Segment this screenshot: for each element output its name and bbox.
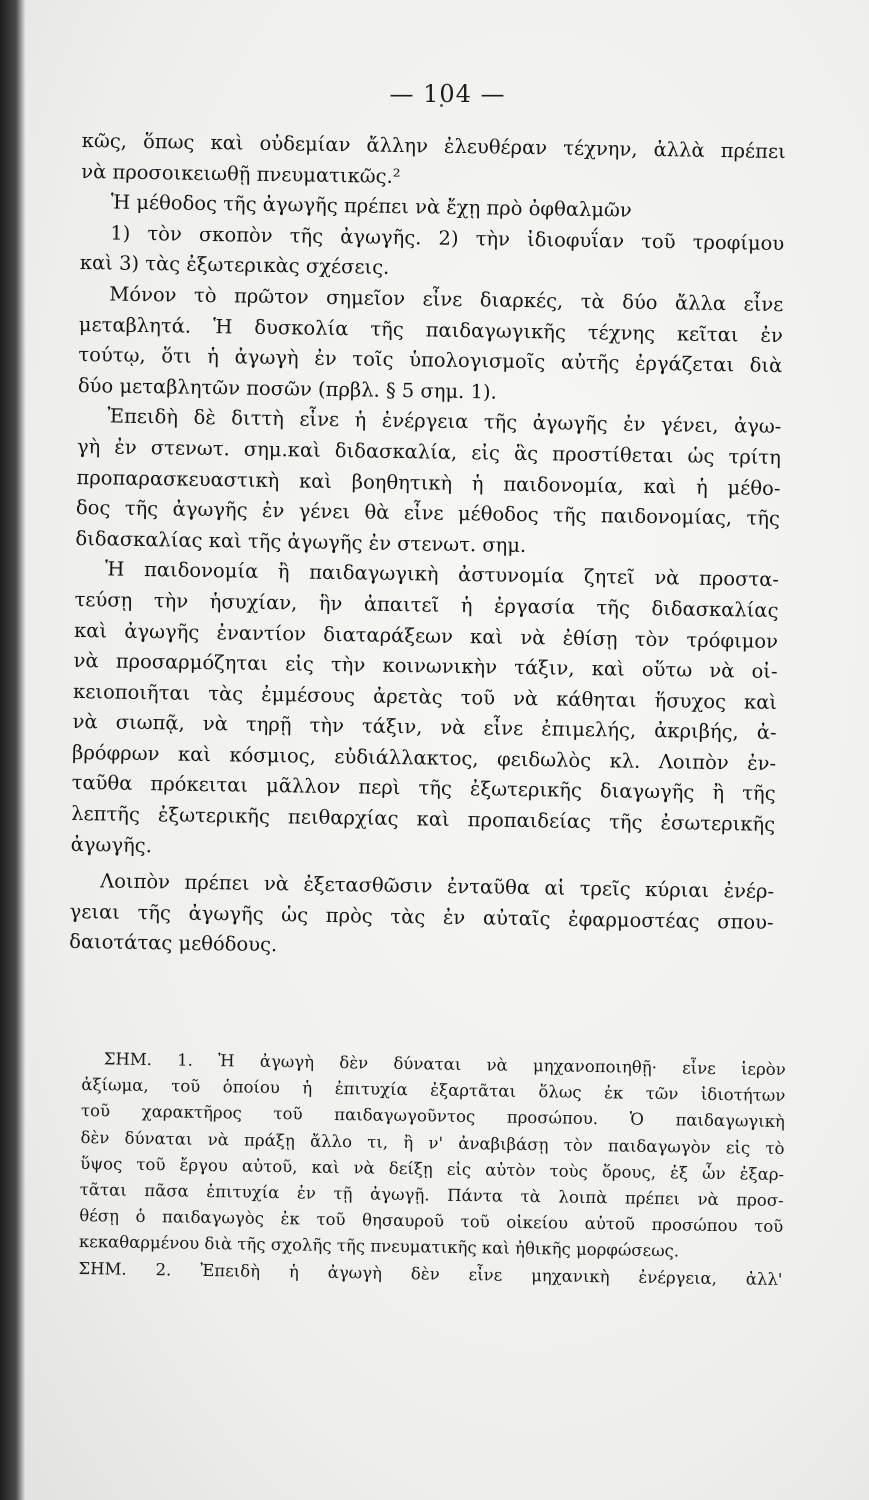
book-page — [26, 0, 869, 1500]
text-line: νὰ προσοικειωθῇ πνευματικῶς.² — [81, 159, 401, 188]
text-line: Μόνον τὸ πρῶτον σημεῖον εἶνε διαρκές, τὰ δύο ἄλλα εἶνε — [109, 282, 784, 317]
footnote-line: τοῦ χαρακτῆρος τοῦ παιδαγωγοῦντος προσώπου. Ὁ παιδαγωγικὴ — [80, 1101, 786, 1132]
text-line: νὰ προσαρμόζηται εἰς τὴν κοινωνικὴν τάξιν, καὶ οὕτω νὰ οἰ- — [73, 649, 778, 684]
text-line: τεύσῃ τὴν ἡσυχίαν, ἣν ἀπαιτεῖ ἡ ἐργασία τῆς διδασκαλίας — [74, 587, 779, 622]
text-line: ἀγωγῆς. — [70, 832, 153, 857]
text-line: Ἡ παιδονομία ἢ παιδαγωγικὴ ἀστυνομία ζητεῖ νὰ προστα- — [104, 557, 780, 592]
text-line: 1) τὸν σκοπὸν τῆς ἀγωγῆς. 2) τὴν ἰδιοφυΐαν τοῦ τροφίμου — [110, 221, 785, 255]
text-line: κῶς, ὅπως καὶ οὐδεμίαν ἄλλην ἐλευθέραν τέχνην, ἀλλὰ πρέπει — [81, 128, 786, 164]
text-line: γειαι τῆς ἀγωγῆς ὡς πρὸς τὰς ἐν αὐταῖς ἐφαρμοστέας σπου- — [69, 899, 774, 934]
text-line: καὶ ἀγωγῆς ἐναντίον διαταράξεων καὶ νὰ ἐθίσῃ τὸν τρόφιμον — [73, 618, 779, 653]
text-line: ταῦθα πρόκειται μᾶλλον περὶ τῆς ἐξωτερικῆς διαγωγῆς ἢ τῆς — [71, 771, 776, 806]
text-line: προπαρασκευαστικὴ καὶ βοηθητικὴ ἡ παιδονομία, καὶ ἡ μέθο- — [76, 465, 781, 500]
text-line: λεπτῆς ἐξωτερικῆς πειθαρχίας καὶ προπαιδείας τῆς ἐσωτερικῆς — [71, 801, 776, 837]
footnote-line: ὕψος τοῦ ἔργου αὐτοῦ, καὶ νὰ δείξῃ εἰς αὐτὸν τοὺς ὅρους, ἐξ ὧν ἐξαρ- — [80, 1153, 785, 1184]
main-text — [69, 126, 786, 969]
footnotes — [78, 1046, 786, 1293]
text-line: δύο μεταβλητῶν ποσῶν (πρβλ. § 5 σημ. 1). — [77, 373, 497, 404]
footnote-line: ΣΗΜ. 1. Ἡ ἀγωγὴ δὲν δύναται νὰ μηχανοποιηθῇ· εἶνε ἱερὸν — [103, 1049, 786, 1080]
text-line: διδασκαλίας καὶ τῆς ἀγωγῆς ἐν στενωτ. σημ. — [75, 526, 527, 557]
text-line: Ἐπειδὴ δὲ διττὴ εἶνε ἡ ἐνέργεια τῆς ἀγωγῆς ἐν γένει, ἀγω- — [107, 404, 782, 439]
footnote-line: θέσῃ ὁ παιδαγωγὸς ἐκ τοῦ θησαυροῦ τοῦ οἰκείου αὐτοῦ προσώπου τοῦ — [79, 1206, 784, 1237]
page-number: — 104 — — [389, 80, 506, 108]
text-line: κειοποιῆται τὰς ἐμμέσους ἀρετὰς τοῦ νὰ κάθηται ἥσυχος καὶ — [72, 679, 778, 714]
text-line: καὶ 3) τὰς ἐξωτερικὰς σχέσεις. — [79, 251, 390, 280]
text-line: Λοιπὸν πρέπει νὰ ἐξετασθῶσιν ἐνταῦθα αἱ τρεῖς κύριαι ἐνέρ- — [99, 869, 775, 904]
text-line: γὴ ἐν στενωτ. σημ.καὶ διδασκαλία, εἰς ἃς προστίθεται ὡς τρίτη — [76, 434, 782, 469]
footnote-line: τᾶται πᾶσα ἐπιτυχία ἐν τῇ ἀγωγῇ. Πάντα τὰ λοιπὰ πρέπει νὰ προσ- — [79, 1179, 784, 1211]
text-line: τούτῳ, ὅτι ἡ ἀγωγὴ ἐν τοῖς ὑπολογισμοῖς αὐτῆς ἐργάζεται διὰ — [78, 343, 783, 378]
text-line: δος τῆς ἀγωγῆς ἐν γένει θὰ εἶνε μέθοδος τῆς παιδονομίας, τῆς — [75, 496, 781, 531]
footnote-line: κεκαθαρμένου διὰ τῆς σχολῆς τῆς πνευματικῆς καὶ ἠθικῆς μορφώσεως. — [78, 1232, 680, 1261]
text-line: Ἡ μέθοδος τῆς ἀγωγῆς πρέπει νὰ ἔχῃ πρὸ ὀφθαλμῶν — [110, 190, 632, 222]
footnote-line: ΣΗΜ. 2. Ἐπειδὴ ἡ ἀγωγὴ δὲν εἶνε μηχανικὴ ἐνέργεια, ἀλλ' — [78, 1258, 783, 1289]
footnote-line: δὲν δύναται νὰ πράξῃ ἄλλο τι, ἢ ν' ἀναβιβάσῃ τὸν παιδαγωγὸν εἰς τὸ — [80, 1127, 785, 1158]
text-line: νὰ σιωπᾷ, νὰ τηρῇ τὴν τάξιν, νὰ εἶνε ἐπιμελής, ἀκριβής, ἀ- — [72, 710, 777, 745]
footnote-line: ἀξίωμα, τοῦ ὁποίου ἡ ἐπιτυχία ἐξαρτᾶται ὅλως ἐκ τῶν ἰδιοτήτων — [81, 1075, 786, 1106]
text-line: μεταβλητά. Ἡ δυσκολία τῆς παιδαγωγικῆς τέχνης κεῖται ἐν — [78, 312, 783, 347]
text-line: βρόφρων καὶ κόσμιος, εὐδιάλλακτος, φειδωλὸς κλ. Λοιπὸν ἐν- — [71, 740, 777, 775]
text-line: δαιοτάτας μεθόδους. — [69, 930, 278, 957]
